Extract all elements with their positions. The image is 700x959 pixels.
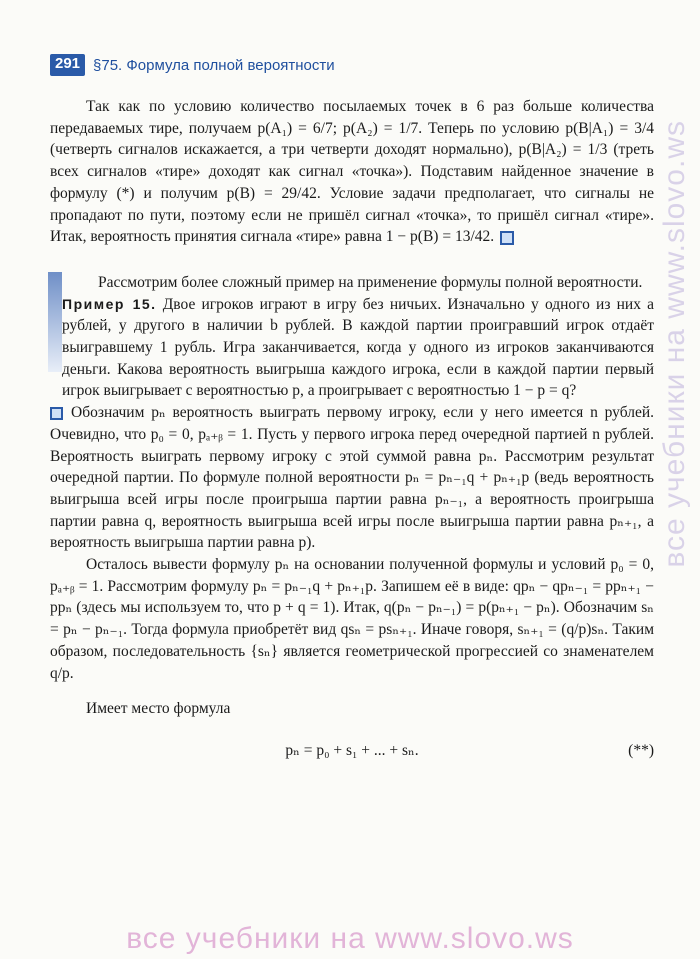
page-content bbox=[50, 96, 654, 762]
start-of-solution-icon bbox=[50, 407, 63, 420]
example-text: Двое игроков играют в игру без ничьих. Изначально у одного из них a рублей, у другого в наличии b рублей. В каждой партии проигравший игрок отдаёт выигравшему 1 рубль. Игра заканчивается, когда у одного из игроков заканчиваются деньги. Какова вероятность выигрыша каждого игрока, если в каждой партии первый игрок выигрывает с вероятностью p, а проигрывает с вероятностью 1 − p = q? bbox=[62, 295, 655, 400]
paragraph-3 bbox=[50, 402, 654, 554]
page-number: 291 bbox=[50, 54, 85, 76]
page-header bbox=[50, 54, 335, 76]
paragraph-1-text: Так как по условию количество посылаемых точек в 6 раз больше количества передаваемых тире, получаем p(A₁) = 6/7; p(A₂) = 1/7. Теперь по условию p(B|A₁) = 3/4 (четверть сигналов искажается, а три четверти доходят нормально), p(B|A₂) = 1/3 (треть всех сигналов «тире» доходят как сигнал «точка»). Подставим найденное значение в формулу (*) и получим p(B) = 29/42. Условие задачи предполагает, что сигналы не пропадают по пути, поэтому если не пришёл сигнал «точка», то пришёл сигнал «тире». Итак, вероятность принятия сигнала «тире» равна 1 − p(B) = 13/42. bbox=[50, 98, 654, 246]
side-watermark: все учебники на www.slovo.ws bbox=[658, 120, 691, 568]
example-block bbox=[50, 272, 654, 402]
paragraph-4: Осталось вывести формулу pₙ на основании полученной формулы и условий p₀ = 0, pₐ₊ᵦ = 1. Рассмотрим формулу pₙ = pₙ₋₁q + pₙ₊₁p. Запишем её в виде: qpₙ − qpₙ₋₁ = ppₙ₊₁ − ppₙ (здесь мы используем то, что p + q = 1). Итак, q(pₙ − pₙ₋₁) = p(pₙ₊₁ − pₙ). Обозначим sₙ = pₙ − pₙ₋₁. Тогда формула приобретёт вид qsₙ = psₙ₊₁. Иначе говоря, sₙ₊₁ = (q/p)sₙ. Таким образом, последовательность {sₙ} является геометрической прогрессией со знаменателем q/p. bbox=[50, 556, 654, 682]
section-title: §75. Формула полной вероятности bbox=[93, 56, 335, 74]
example-side-bar bbox=[48, 272, 62, 372]
formula-text: pₙ = p₀ + s₁ + ... + sₙ. bbox=[285, 741, 419, 759]
example-15 bbox=[62, 294, 654, 403]
paragraph-2: Рассмотрим более сложный пример на применение формулы полной вероятности. bbox=[98, 273, 643, 291]
formula-tag: (**) bbox=[628, 741, 654, 759]
formula-double-star bbox=[50, 740, 654, 762]
paragraph-5: Имеет место формула bbox=[86, 700, 231, 718]
example-title: Пример 15. bbox=[62, 295, 157, 312]
paragraph-3-text: Обозначим pₙ вероятность выиграть первому игроку, если у него имеется n рублей. Очевидно, что p₀ = 0, pₐ₊ᵦ = 1. Пусть у первого игрока перед очередной партией n рублей. Вероятность выиграть первому игроку с этой суммой равна pₙ. Рассмотрим результат очередной партии. По формуле полной вероятности pₙ = pₙ₋₁q + pₙ₊₁p (ведь вероятность выигрыша всей игры после проигрыша партии равна pₙ₋₁, а вероятность проигрыша партии равна q, вероятность выигрыша всей игры после выигрыша партии равна pₙ₊₁, а вероятность выигрыша партии равна p). bbox=[50, 404, 654, 552]
paragraph-solution-end bbox=[50, 96, 654, 248]
bottom-watermark: все учебники на www.slovo.ws bbox=[126, 922, 574, 955]
end-of-solution-icon bbox=[500, 231, 514, 245]
